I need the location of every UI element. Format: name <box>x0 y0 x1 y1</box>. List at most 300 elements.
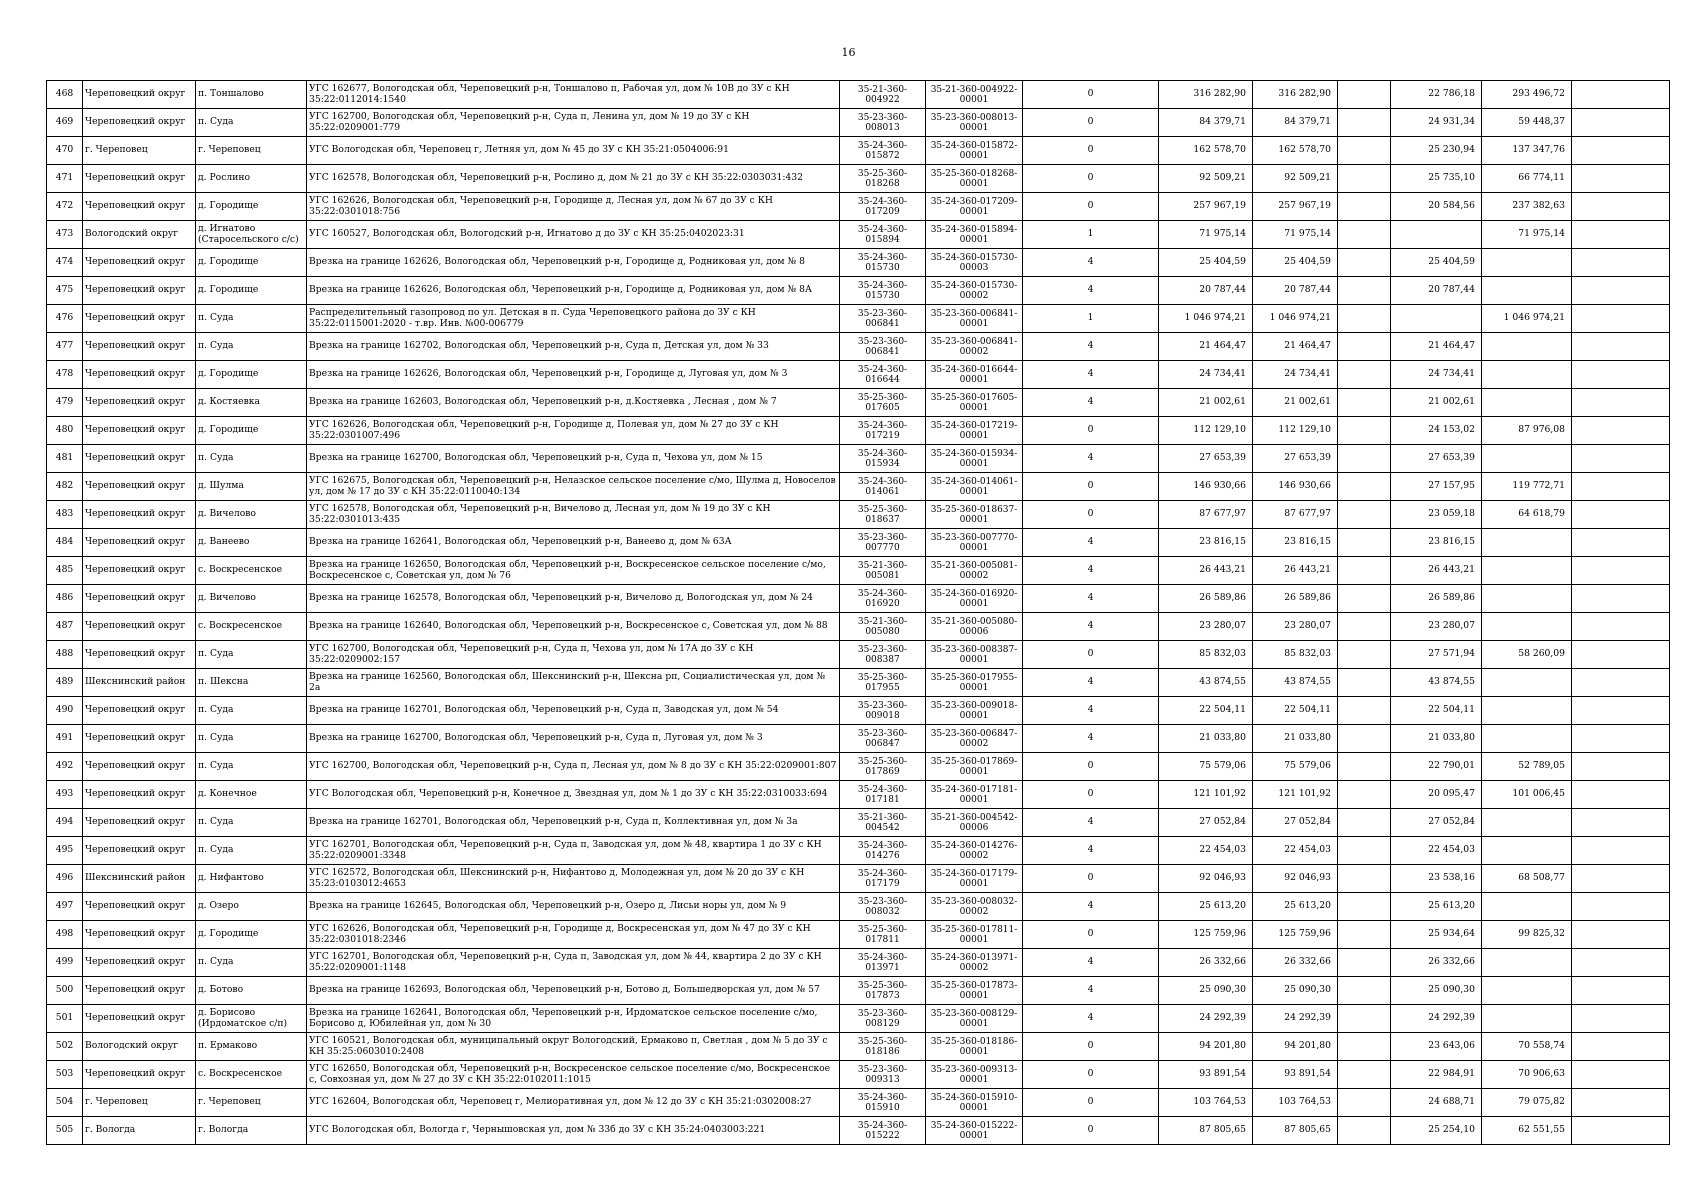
empty-cell <box>1338 81 1391 109</box>
category-cell: 4 <box>1023 361 1159 389</box>
object-code-cell: 35-24-360-015730 <box>840 249 926 277</box>
locality-cell: д. Конечное <box>196 781 307 809</box>
total-cost-2-cell: 26 443,21 <box>1253 557 1338 585</box>
total-cost-cell: 71 975,14 <box>1159 221 1253 249</box>
total-cost-2-cell: 257 967,19 <box>1253 193 1338 221</box>
address-cell: Врезка на границе 162603, Вологодская обл, Череповецкий р-н, д.Костяевка , Лесная , дом № 7 <box>307 389 840 417</box>
locality-cell: д. Вичелово <box>196 501 307 529</box>
row-number: 481 <box>47 445 83 473</box>
page-number: 16 <box>841 46 856 59</box>
address-cell: Врезка на границе 162702, Вологодская обл, Череповецкий р-н, Суда п, Детская ул, дом № 33 <box>307 333 840 361</box>
district-cell: Череповецкий округ <box>83 557 196 585</box>
object-code-cell: 35-25-360-017955 <box>840 669 926 697</box>
network-cost-cell <box>1482 613 1572 641</box>
table-row <box>47 249 1670 277</box>
total-cost-cell: 103 764,53 <box>1159 1089 1253 1117</box>
row-number: 485 <box>47 557 83 585</box>
table-row <box>47 193 1670 221</box>
connection-cost-cell: 23 816,15 <box>1391 529 1482 557</box>
locality-cell: п. Тоншалово <box>196 81 307 109</box>
connection-cost-cell: 26 332,66 <box>1391 949 1482 977</box>
table-row <box>47 277 1670 305</box>
category-cell: 0 <box>1023 1033 1159 1061</box>
connection-cost-cell: 25 254,10 <box>1391 1117 1482 1145</box>
empty-cell <box>1338 585 1391 613</box>
empty-cell <box>1572 137 1670 165</box>
total-cost-2-cell: 146 930,66 <box>1253 473 1338 501</box>
total-cost-cell: 26 443,21 <box>1159 557 1253 585</box>
locality-cell: г. Вологда <box>196 1117 307 1145</box>
address-cell: Врезка на границе 162650, Вологодская обл, Череповецкий р-н, Воскресенское сельское поселение с/мо, Воскресенское с, Советская ул, дом № 76 <box>307 557 840 585</box>
row-number: 489 <box>47 669 83 697</box>
network-cost-cell <box>1482 585 1572 613</box>
network-cost-cell: 68 508,77 <box>1482 865 1572 893</box>
object-code-cell: 35-25-360-018268 <box>840 165 926 193</box>
total-cost-cell: 22 504,11 <box>1159 697 1253 725</box>
category-cell: 0 <box>1023 193 1159 221</box>
empty-cell <box>1572 389 1670 417</box>
connection-code-cell: 35-23-360-006841-00002 <box>926 333 1023 361</box>
locality-cell: д. Борисово (Ирдоматское с/п) <box>196 1005 307 1033</box>
table-row <box>47 865 1670 893</box>
empty-cell <box>1338 361 1391 389</box>
connection-code-cell: 35-24-360-017209-00001 <box>926 193 1023 221</box>
empty-cell <box>1572 361 1670 389</box>
empty-cell <box>1572 81 1670 109</box>
object-code-cell: 35-23-360-009313 <box>840 1061 926 1089</box>
connection-code-cell: 35-23-360-007770-00001 <box>926 529 1023 557</box>
total-cost-cell: 23 816,15 <box>1159 529 1253 557</box>
object-code-cell: 35-25-360-017811 <box>840 921 926 949</box>
category-cell: 0 <box>1023 753 1159 781</box>
empty-cell <box>1338 1061 1391 1089</box>
address-cell: УГС 162578, Вологодская обл, Череповецкий р-н, Вичелово д, Лесная ул, дом № 19 до ЗУ с КН 35:22:0301013:435 <box>307 501 840 529</box>
locality-cell: д. Городище <box>196 277 307 305</box>
total-cost-2-cell: 162 578,70 <box>1253 137 1338 165</box>
object-code-cell: 35-25-360-017873 <box>840 977 926 1005</box>
connection-cost-cell: 43 874,55 <box>1391 669 1482 697</box>
district-cell: Шекснинский район <box>83 865 196 893</box>
total-cost-2-cell: 316 282,90 <box>1253 81 1338 109</box>
row-number: 494 <box>47 809 83 837</box>
category-cell: 4 <box>1023 445 1159 473</box>
category-cell: 1 <box>1023 305 1159 333</box>
object-code-cell: 35-24-360-017209 <box>840 193 926 221</box>
connection-code-cell: 35-21-360-004922-00001 <box>926 81 1023 109</box>
row-number: 503 <box>47 1061 83 1089</box>
total-cost-2-cell: 26 332,66 <box>1253 949 1338 977</box>
total-cost-cell: 257 967,19 <box>1159 193 1253 221</box>
category-cell: 0 <box>1023 781 1159 809</box>
table-row <box>47 1005 1670 1033</box>
district-cell: г. Вологда <box>83 1117 196 1145</box>
address-cell: УГС 160521, Вологодская обл, муниципальный округ Вологодский, Ермаково п, Светлая , дом № 5 до ЗУ с КН 35:25:0603010:2408 <box>307 1033 840 1061</box>
row-number: 490 <box>47 697 83 725</box>
district-cell: г. Череповец <box>83 1089 196 1117</box>
object-code-cell: 35-24-360-015934 <box>840 445 926 473</box>
connection-cost-cell: 27 653,39 <box>1391 445 1482 473</box>
table-row <box>47 725 1670 753</box>
empty-cell <box>1572 249 1670 277</box>
category-cell: 0 <box>1023 473 1159 501</box>
empty-cell <box>1572 585 1670 613</box>
connection-cost-cell: 21 002,61 <box>1391 389 1482 417</box>
empty-cell <box>1338 473 1391 501</box>
connection-cost-cell: 26 443,21 <box>1391 557 1482 585</box>
connection-cost-cell: 25 613,20 <box>1391 893 1482 921</box>
address-cell: Врезка на границе 162641, Вологодская обл, Череповецкий р-н, Ванеево д, дом № 63А <box>307 529 840 557</box>
total-cost-cell: 27 052,84 <box>1159 809 1253 837</box>
category-cell: 4 <box>1023 893 1159 921</box>
total-cost-cell: 146 930,66 <box>1159 473 1253 501</box>
object-code-cell: 35-25-360-017869 <box>840 753 926 781</box>
address-cell: Распределительный газопровод по ул. Детская в п. Суда Череповецкого района до ЗУ с КН 35:22:0115001:2020 - т.вр. Инв. №00-006779 <box>307 305 840 333</box>
object-code-cell: 35-25-360-018186 <box>840 1033 926 1061</box>
category-cell: 4 <box>1023 557 1159 585</box>
district-cell: Череповецкий округ <box>83 305 196 333</box>
empty-cell <box>1338 1089 1391 1117</box>
row-number: 475 <box>47 277 83 305</box>
object-code-cell: 35-24-360-016644 <box>840 361 926 389</box>
category-cell: 4 <box>1023 613 1159 641</box>
district-cell: Череповецкий округ <box>83 781 196 809</box>
locality-cell: г. Череповец <box>196 1089 307 1117</box>
total-cost-cell: 26 332,66 <box>1159 949 1253 977</box>
network-cost-cell <box>1482 725 1572 753</box>
total-cost-cell: 125 759,96 <box>1159 921 1253 949</box>
table-row <box>47 529 1670 557</box>
table-row <box>47 333 1670 361</box>
empty-cell <box>1572 613 1670 641</box>
row-number: 500 <box>47 977 83 1005</box>
district-cell: Череповецкий округ <box>83 165 196 193</box>
empty-cell <box>1338 333 1391 361</box>
network-cost-cell <box>1482 949 1572 977</box>
empty-cell <box>1338 613 1391 641</box>
district-cell: Череповецкий округ <box>83 1061 196 1089</box>
total-cost-2-cell: 1 046 974,21 <box>1253 305 1338 333</box>
category-cell: 4 <box>1023 837 1159 865</box>
total-cost-2-cell: 93 891,54 <box>1253 1061 1338 1089</box>
address-cell: УГС Вологодская обл, Вологда г, Чернышовская ул, дом № 33б до ЗУ с КН 35:24:0403003:221 <box>307 1117 840 1145</box>
address-cell: УГС 162677, Вологодская обл, Череповецкий р-н, Тоншалово п, Рабочая ул, дом № 10В до ЗУ с КН 35:22:0112014:1540 <box>307 81 840 109</box>
network-cost-cell <box>1482 361 1572 389</box>
total-cost-2-cell: 75 579,06 <box>1253 753 1338 781</box>
category-cell: 1 <box>1023 221 1159 249</box>
district-cell: Череповецкий округ <box>83 725 196 753</box>
empty-cell <box>1572 837 1670 865</box>
object-code-cell: 35-23-360-008032 <box>840 893 926 921</box>
connection-cost-cell: 24 688,71 <box>1391 1089 1482 1117</box>
total-cost-cell: 87 805,65 <box>1159 1117 1253 1145</box>
locality-cell: д. Городище <box>196 921 307 949</box>
empty-cell <box>1338 221 1391 249</box>
table-row <box>47 669 1670 697</box>
district-cell: г. Череповец <box>83 137 196 165</box>
total-cost-cell: 24 292,39 <box>1159 1005 1253 1033</box>
table-row <box>47 445 1670 473</box>
network-cost-cell <box>1482 977 1572 1005</box>
district-cell: Череповецкий округ <box>83 1005 196 1033</box>
table-row <box>47 501 1670 529</box>
table-row <box>47 109 1670 137</box>
district-cell: Череповецкий округ <box>83 837 196 865</box>
address-cell: Врезка на границе 162700, Вологодская обл, Череповецкий р-н, Суда п, Чехова ул, дом № 15 <box>307 445 840 473</box>
total-cost-2-cell: 85 832,03 <box>1253 641 1338 669</box>
empty-cell <box>1572 501 1670 529</box>
category-cell: 4 <box>1023 585 1159 613</box>
connection-cost-cell: 22 504,11 <box>1391 697 1482 725</box>
connection-cost-cell: 24 734,41 <box>1391 361 1482 389</box>
empty-cell <box>1572 809 1670 837</box>
network-cost-cell <box>1482 557 1572 585</box>
table-row <box>47 697 1670 725</box>
empty-cell <box>1572 165 1670 193</box>
address-cell: УГС 162604, Вологодская обл, Череповец г, Мелиоративная ул, дом № 12 до ЗУ с КН 35:21:0302008:27 <box>307 1089 840 1117</box>
empty-cell <box>1338 249 1391 277</box>
locality-cell: п. Суда <box>196 697 307 725</box>
row-number: 504 <box>47 1089 83 1117</box>
connection-cost-cell: 24 292,39 <box>1391 1005 1482 1033</box>
total-cost-2-cell: 24 734,41 <box>1253 361 1338 389</box>
district-cell: Череповецкий округ <box>83 921 196 949</box>
total-cost-cell: 1 046 974,21 <box>1159 305 1253 333</box>
object-code-cell: 35-24-360-015872 <box>840 137 926 165</box>
network-cost-cell: 52 789,05 <box>1482 753 1572 781</box>
network-cost-cell: 59 448,37 <box>1482 109 1572 137</box>
total-cost-cell: 27 653,39 <box>1159 445 1253 473</box>
table-row <box>47 137 1670 165</box>
address-cell: Врезка на границе 162626, Вологодская обл, Череповецкий р-н, Городище д, Родниковая ул, дом № 8А <box>307 277 840 305</box>
address-cell: УГС 162578, Вологодская обл, Череповецкий р-н, Рослино д, дом № 21 до ЗУ с КН 35:22:0303031:432 <box>307 165 840 193</box>
object-code-cell: 35-23-360-006841 <box>840 333 926 361</box>
network-cost-cell <box>1482 389 1572 417</box>
gas-connections-table <box>46 80 1670 1145</box>
locality-cell: д. Ботово <box>196 977 307 1005</box>
district-cell: Череповецкий округ <box>83 501 196 529</box>
empty-cell <box>1338 697 1391 725</box>
total-cost-cell: 92 046,93 <box>1159 865 1253 893</box>
category-cell: 4 <box>1023 277 1159 305</box>
connection-cost-cell: 22 786,18 <box>1391 81 1482 109</box>
row-number: 476 <box>47 305 83 333</box>
row-number: 473 <box>47 221 83 249</box>
empty-cell <box>1572 1061 1670 1089</box>
category-cell: 0 <box>1023 109 1159 137</box>
empty-cell <box>1572 333 1670 361</box>
category-cell: 4 <box>1023 249 1159 277</box>
address-cell: Врезка на границе 162560, Вологодская обл, Шекснинский р-н, Шексна рп, Социалистическая ул, дом № 2а <box>307 669 840 697</box>
empty-cell <box>1338 305 1391 333</box>
connection-code-cell: 35-21-360-004542-00006 <box>926 809 1023 837</box>
connection-code-cell: 35-21-360-005080-00006 <box>926 613 1023 641</box>
network-cost-cell: 70 558,74 <box>1482 1033 1572 1061</box>
connection-code-cell: 35-25-360-017955-00001 <box>926 669 1023 697</box>
empty-cell <box>1572 977 1670 1005</box>
object-code-cell: 35-24-360-015222 <box>840 1117 926 1145</box>
address-cell: Врезка на границе 162578, Вологодская обл, Череповецкий р-н, Вичелово д, Вологодская ул, дом № 24 <box>307 585 840 613</box>
locality-cell: д. Нифантово <box>196 865 307 893</box>
total-cost-cell: 25 613,20 <box>1159 893 1253 921</box>
total-cost-cell: 23 280,07 <box>1159 613 1253 641</box>
object-code-cell: 35-21-360-004922 <box>840 81 926 109</box>
empty-cell <box>1338 865 1391 893</box>
connection-code-cell: 35-23-360-009018-00001 <box>926 697 1023 725</box>
locality-cell: с. Воскресенское <box>196 557 307 585</box>
address-cell: УГС 162700, Вологодская обл, Череповецкий р-н, Суда п, Чехова ул, дом № 17А до ЗУ с КН 35:22:0209002:157 <box>307 641 840 669</box>
empty-cell <box>1338 949 1391 977</box>
network-cost-cell <box>1482 809 1572 837</box>
locality-cell: с. Воскресенское <box>196 1061 307 1089</box>
row-number: 479 <box>47 389 83 417</box>
locality-cell: д. Рослино <box>196 165 307 193</box>
network-cost-cell <box>1482 893 1572 921</box>
object-code-cell: 35-23-360-008013 <box>840 109 926 137</box>
row-number: 488 <box>47 641 83 669</box>
category-cell: 0 <box>1023 1117 1159 1145</box>
row-number: 505 <box>47 1117 83 1145</box>
total-cost-cell: 75 579,06 <box>1159 753 1253 781</box>
network-cost-cell <box>1482 445 1572 473</box>
connection-code-cell: 35-23-360-008129-00001 <box>926 1005 1023 1033</box>
table-row <box>47 613 1670 641</box>
network-cost-cell: 137 347,76 <box>1482 137 1572 165</box>
connection-code-cell: 35-25-360-018186-00001 <box>926 1033 1023 1061</box>
category-cell: 0 <box>1023 81 1159 109</box>
total-cost-2-cell: 26 589,86 <box>1253 585 1338 613</box>
district-cell: Череповецкий округ <box>83 81 196 109</box>
category-cell: 0 <box>1023 417 1159 445</box>
locality-cell: п. Суда <box>196 753 307 781</box>
empty-cell <box>1572 1089 1670 1117</box>
address-cell: УГС 162572, Вологодская обл, Шекснинский р-н, Нифантово д, Молодежная ул, дом № 20 до ЗУ с КН 35:23:0103012:4653 <box>307 865 840 893</box>
table-row <box>47 753 1670 781</box>
network-cost-cell: 64 618,79 <box>1482 501 1572 529</box>
connection-code-cell: 35-25-360-017873-00001 <box>926 977 1023 1005</box>
network-cost-cell <box>1482 1005 1572 1033</box>
connection-cost-cell <box>1391 221 1482 249</box>
district-cell: Череповецкий округ <box>83 389 196 417</box>
total-cost-2-cell: 43 874,55 <box>1253 669 1338 697</box>
locality-cell: п. Суда <box>196 109 307 137</box>
empty-cell <box>1338 977 1391 1005</box>
connection-cost-cell: 22 984,91 <box>1391 1061 1482 1089</box>
total-cost-cell: 20 787,44 <box>1159 277 1253 305</box>
address-cell: Врезка на границе 162641, Вологодская обл, Череповецкий р-н, Ирдоматское сельское поселение с/мо, Борисово д, Юбилейная ул, дом № 30 <box>307 1005 840 1033</box>
network-cost-cell: 101 006,45 <box>1482 781 1572 809</box>
empty-cell <box>1338 277 1391 305</box>
empty-cell <box>1572 641 1670 669</box>
connection-code-cell: 35-24-360-017181-00001 <box>926 781 1023 809</box>
locality-cell: д. Костяевка <box>196 389 307 417</box>
row-number: 486 <box>47 585 83 613</box>
row-number: 478 <box>47 361 83 389</box>
network-cost-cell: 62 551,55 <box>1482 1117 1572 1145</box>
district-cell: Шекснинский район <box>83 669 196 697</box>
empty-cell <box>1338 389 1391 417</box>
locality-cell: д. Городище <box>196 417 307 445</box>
empty-cell <box>1572 221 1670 249</box>
total-cost-2-cell: 87 677,97 <box>1253 501 1338 529</box>
total-cost-cell: 24 734,41 <box>1159 361 1253 389</box>
table-row <box>47 305 1670 333</box>
empty-cell <box>1338 809 1391 837</box>
connection-cost-cell: 23 538,16 <box>1391 865 1482 893</box>
network-cost-cell <box>1482 837 1572 865</box>
empty-cell <box>1338 557 1391 585</box>
network-cost-cell <box>1482 697 1572 725</box>
district-cell: Череповецкий округ <box>83 753 196 781</box>
network-cost-cell: 70 906,63 <box>1482 1061 1572 1089</box>
connection-code-cell: 35-24-360-015910-00001 <box>926 1089 1023 1117</box>
empty-cell <box>1338 109 1391 137</box>
empty-cell <box>1338 193 1391 221</box>
total-cost-cell: 26 589,86 <box>1159 585 1253 613</box>
connection-cost-cell: 22 454,03 <box>1391 837 1482 865</box>
district-cell: Череповецкий округ <box>83 109 196 137</box>
total-cost-2-cell: 20 787,44 <box>1253 277 1338 305</box>
empty-cell <box>1338 417 1391 445</box>
locality-cell: п. Суда <box>196 837 307 865</box>
row-number: 471 <box>47 165 83 193</box>
connection-cost-cell: 23 059,18 <box>1391 501 1482 529</box>
district-cell: Череповецкий округ <box>83 417 196 445</box>
total-cost-cell: 94 201,80 <box>1159 1033 1253 1061</box>
locality-cell: д. Городище <box>196 249 307 277</box>
row-number: 482 <box>47 473 83 501</box>
locality-cell: п. Ермаково <box>196 1033 307 1061</box>
empty-cell <box>1572 1005 1670 1033</box>
district-cell: Череповецкий округ <box>83 249 196 277</box>
address-cell: УГС 162701, Вологодская обл, Череповецкий р-н, Суда п, Заводская ул, дом № 44, квартира 2 до ЗУ с КН 35:22:0209001:1148 <box>307 949 840 977</box>
total-cost-2-cell: 25 613,20 <box>1253 893 1338 921</box>
object-code-cell: 35-24-360-017179 <box>840 865 926 893</box>
empty-cell <box>1338 165 1391 193</box>
row-number: 495 <box>47 837 83 865</box>
locality-cell: п. Суда <box>196 725 307 753</box>
category-cell: 4 <box>1023 725 1159 753</box>
connection-code-cell: 35-23-360-009313-00001 <box>926 1061 1023 1089</box>
table-row <box>47 473 1670 501</box>
total-cost-2-cell: 23 816,15 <box>1253 529 1338 557</box>
empty-cell <box>1338 1033 1391 1061</box>
empty-cell <box>1572 417 1670 445</box>
total-cost-cell: 25 090,30 <box>1159 977 1253 1005</box>
total-cost-cell: 84 379,71 <box>1159 109 1253 137</box>
object-code-cell: 35-24-360-015894 <box>840 221 926 249</box>
address-cell: Врезка на границе 162626, Вологодская обл, Череповецкий р-н, Городище д, Луговая ул, дом № 3 <box>307 361 840 389</box>
table-row <box>47 221 1670 249</box>
object-code-cell: 35-24-360-013971 <box>840 949 926 977</box>
row-number: 502 <box>47 1033 83 1061</box>
connection-cost-cell: 24 153,02 <box>1391 417 1482 445</box>
category-cell: 4 <box>1023 389 1159 417</box>
district-cell: Череповецкий округ <box>83 333 196 361</box>
row-number: 484 <box>47 529 83 557</box>
object-code-cell: 35-24-360-014276 <box>840 837 926 865</box>
connection-code-cell: 35-24-360-013971-00002 <box>926 949 1023 977</box>
total-cost-cell: 316 282,90 <box>1159 81 1253 109</box>
district-cell: Череповецкий округ <box>83 277 196 305</box>
table-row <box>47 1089 1670 1117</box>
table-row <box>47 641 1670 669</box>
total-cost-2-cell: 23 280,07 <box>1253 613 1338 641</box>
total-cost-cell: 162 578,70 <box>1159 137 1253 165</box>
total-cost-cell: 21 464,47 <box>1159 333 1253 361</box>
locality-cell: д. Шулма <box>196 473 307 501</box>
category-cell: 4 <box>1023 529 1159 557</box>
table-row <box>47 585 1670 613</box>
